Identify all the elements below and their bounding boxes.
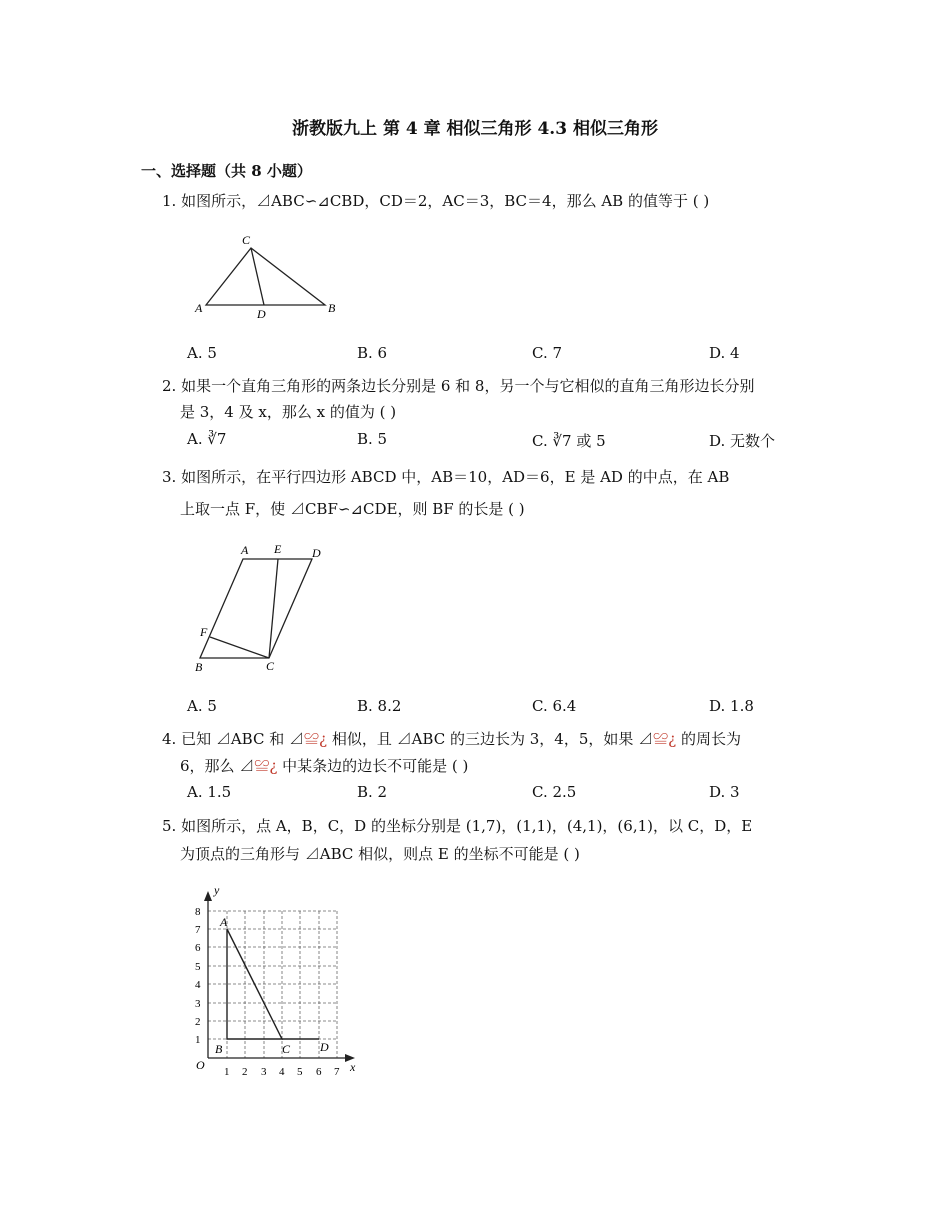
point-label-c: C [282, 1042, 291, 1056]
question-3-line-2: 上取一点 F，使 ⊿CBF∽⊿CDE，则 BF 的长是 ( ) [180, 500, 525, 518]
q4-garbled-glyph-2: ≌¿ [653, 730, 677, 748]
y-axis-label: y [214, 883, 220, 897]
q4-garbled-glyph-1: ≌¿ [304, 730, 328, 748]
y-tick-7: 7 [195, 924, 201, 936]
y-axis-arrow [204, 891, 212, 901]
label-c: C [242, 233, 251, 247]
x-tick-5: 5 [297, 1066, 303, 1078]
q3-option-a[interactable]: A. 5 [187, 697, 217, 715]
question-4-line-1 [162, 728, 741, 750]
label-a: A [195, 301, 203, 315]
point-label-b: B [215, 1042, 223, 1056]
question-2-line-2: 是 3，4 及 x，那么 x 的值为 ( ) [180, 403, 397, 421]
y-tick-6: 6 [195, 942, 201, 954]
point-label-d: D [320, 1040, 329, 1054]
q4-line1-part-c: 的周长为 [676, 730, 741, 748]
q2-option-d[interactable]: D. 无数个 [709, 432, 776, 450]
q4-option-b[interactable]: B. 2 [357, 783, 388, 801]
y-tick-5: 5 [195, 961, 201, 973]
question-5-line-1: 5. 如图所示，点 A，B，C，D 的坐标分别是 (1,7)，(1,1)，(4,1)，(6,1)，以 C，D，E [162, 817, 753, 835]
x-tick-3: 3 [261, 1066, 267, 1078]
x-axis-label: x [350, 1060, 356, 1074]
q4-garbled-glyph-3: ≌¿ [254, 757, 278, 775]
x-tick-6: 6 [316, 1066, 322, 1078]
x-tick-2: 2 [242, 1066, 248, 1078]
triangle-abc [206, 248, 325, 305]
y-tick-labels [195, 906, 201, 1046]
q4-line2-part-b: 中某条边的边长不可能是 ( ) [277, 757, 469, 775]
q3-option-c[interactable]: C. 6.4 [532, 697, 577, 715]
q1-option-b[interactable]: B. 6 [357, 344, 388, 362]
parallelogram-abcd [200, 559, 312, 658]
q1-option-c[interactable]: C. 7 [532, 344, 563, 362]
x-tick-labels [224, 1066, 340, 1078]
segment-cf [210, 637, 269, 658]
y-tick-2: 2 [195, 1016, 201, 1028]
point-label-a: A [220, 915, 228, 929]
question-4-line-2 [180, 755, 468, 777]
question-3-line-1: 3. 如图所示，在平行四边形 ABCD 中，AB＝10，AD＝6，E 是 AD 的中点，在 AB [162, 468, 730, 486]
q4-line1-part-a: 4. 已知 ⊿ABC 和 ⊿ [162, 730, 304, 748]
question-2-line-1: 2. 如果一个直角三角形的两条边长分别是 6 和 8，另一个与它相似的直角三角形边长分别 [162, 377, 755, 395]
q4-option-d[interactable]: D. 3 [709, 783, 740, 801]
label-b: B [328, 301, 336, 315]
question-5-figure [190, 880, 365, 1080]
segment-ce [269, 559, 278, 658]
x-tick-1: 1 [224, 1066, 230, 1078]
label-b: B [195, 660, 203, 674]
y-tick-3: 3 [195, 998, 201, 1010]
label-e: E [274, 542, 282, 556]
label-d: D [312, 546, 321, 560]
q4-line1-part-b: 相似，且 ⊿ABC 的三边长为 3，4，5，如果 ⊿ [327, 730, 654, 748]
q3-option-b[interactable]: B. 8.2 [357, 697, 402, 715]
q1-option-a[interactable]: A. 5 [187, 344, 217, 362]
question-5-line-2: 为顶点的三角形与 ⊿ABC 相似，则点 E 的坐标不可能是 ( ) [180, 845, 580, 863]
section-heading: 一、选择题（共 8 小题） [141, 162, 312, 180]
question-1-figure [190, 230, 350, 325]
question-3-figure [190, 538, 335, 676]
q4-line2-part-a: 6，那么 ⊿ [180, 757, 255, 775]
label-a: A [241, 543, 249, 557]
label-d: D [257, 307, 266, 321]
q2-option-c[interactable]: C. ∛7 或 5 [532, 432, 606, 450]
label-f: F [200, 625, 208, 639]
y-tick-8: 8 [195, 906, 201, 918]
y-tick-1: 1 [195, 1034, 201, 1046]
question-1-text: 1. 如图所示，⊿ABC∽⊿CBD，CD＝2，AC＝3，BC＝4，那么 AB 的值等于 ( ) [162, 192, 710, 210]
page-title: 浙教版九上 第 4 章 相似三角形 4.3 相似三角形 [292, 119, 658, 139]
q3-option-d[interactable]: D. 1.8 [709, 697, 754, 715]
x-tick-4: 4 [279, 1066, 285, 1078]
q2-option-a[interactable]: A. ∛7 [187, 430, 227, 448]
q2-option-b[interactable]: B. 5 [357, 430, 388, 448]
y-tick-4: 4 [195, 979, 201, 991]
q1-option-d[interactable]: D. 4 [709, 344, 740, 362]
label-c: C [266, 659, 275, 673]
q4-option-c[interactable]: C. 2.5 [532, 783, 577, 801]
origin-label: O [196, 1058, 205, 1072]
q4-option-a[interactable]: A. 1.5 [187, 783, 232, 801]
x-tick-7: 7 [334, 1066, 340, 1078]
